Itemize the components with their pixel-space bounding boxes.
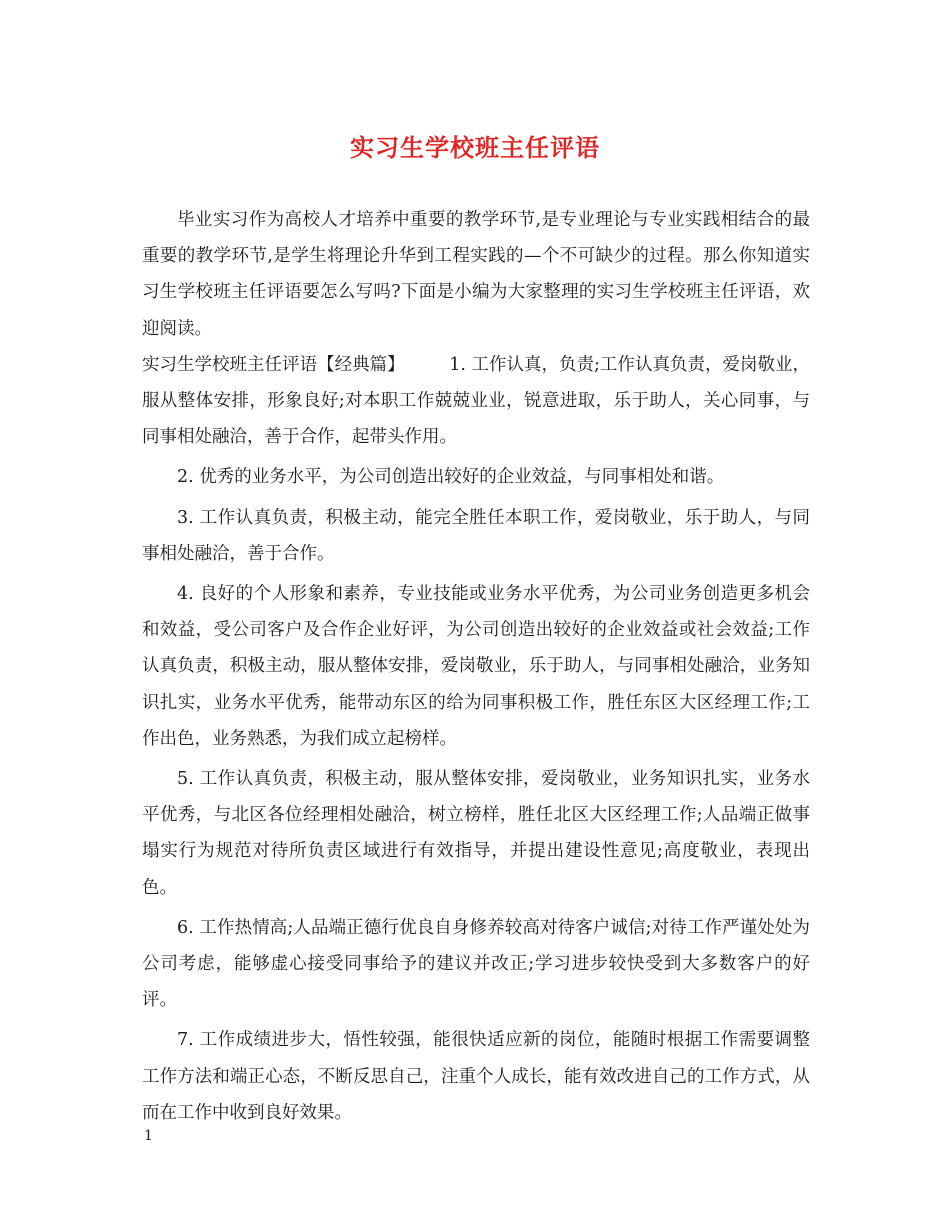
list-item-4: 4. 良好的个人形象和素养，专业技能或业务水平优秀，为公司业务创造更多机会和效益，受公司客户及合作企业好评，为公司创造出较好的企业效益或社会效益;工作认真负责，积极主动，服从整体安排，爱岗敬业，乐于助人，与同事相处融洽，业务知识扎实，业务水平优秀，能带动东区的给为同事积极工作，胜任东区大区经理工作;工作出色，业务熟悉，为我们成立起榜样。: [142, 584, 810, 749]
section-paragraph: [142, 347, 810, 456]
document-title: 实习生学校班主任评语: [350, 133, 600, 162]
document-body: [142, 202, 810, 1131]
section-heading: 实习生学校班主任评语【经典篇】: [142, 354, 405, 375]
section-heading-spacer: [405, 355, 450, 375]
intro-paragraph: 毕业实习作为高校人才培养中重要的教学环节,是专业理论与专业实践相结合的最重要的教学环节,是学生将理论升华到工程实践的—个不可缺少的过程。那么你知道实习生学校班主任评语要怎么写吗?下面是小编为大家整理的实习生学校班主任评语，欢迎阅读。: [142, 210, 810, 339]
list-item-5: 5. 工作认真负责，积极主动，服从整体安排，爱岗敬业，业务知识扎实，业务水平优秀，与北区各位经理相处融洽，树立榜样，胜任北区大区经理工作;人品端正做事塌实行为规范对待所负责区域进行有效指导，并提出建设性意见;高度敬业，表现出色。: [142, 769, 810, 898]
list-item-1: 1. 工作认真，负责;工作认真负责，爱岗敬业，服从整体安排，形象良好;对本职工作兢兢业业，锐意进取，乐于助人，关心同事，与同事相处融洽，善于合作，起带头作用。: [142, 354, 811, 448]
list-item-7: 7. 工作成绩进步大，悟性较强，能很快适应新的岗位，能随时根据工作需要调整工作方法和端正心态，不断反思自己，注重个人成长，能有效改进自己的工作方式，从而在工作中收到良好效果。: [142, 1030, 810, 1123]
page-number: 1: [144, 1128, 153, 1144]
list-item-3: 3. 工作认真负责，积极主动，能完全胜任本职工作，爱岗敬业，乐于助人，与同事相处融洽，善于合作。: [142, 507, 810, 564]
list-item-6: 6. 工作热情高;人品端正德行优良自身修养较高对待客户诚信;对待工作严谨处处为公司考虑，能够虚心接受同事给予的建议并改正;学习进步较快受到大多数客户的好评。: [142, 917, 810, 1011]
list-item-2: 2. 优秀的业务水平，为公司创造出较好的企业效益，与同事相处和谐。: [177, 467, 725, 488]
